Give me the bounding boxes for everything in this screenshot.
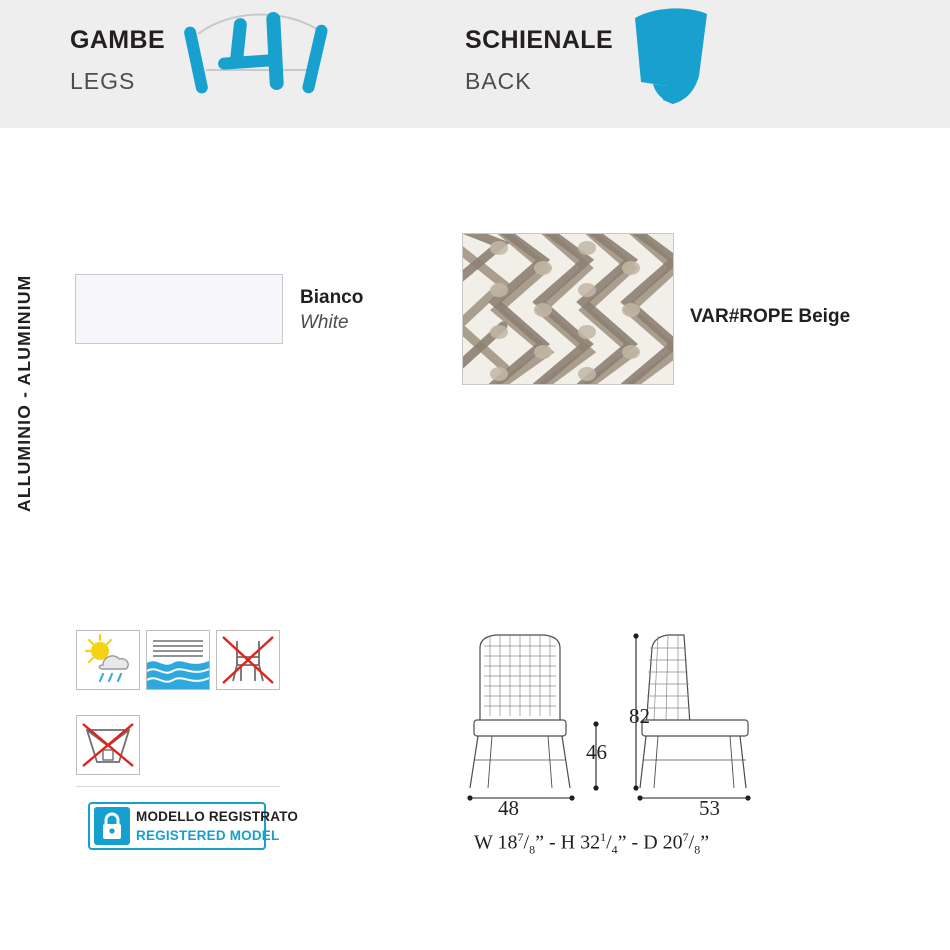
legs-title-it: GAMBE: [70, 26, 166, 54]
dimension-depth-value: 53: [699, 796, 720, 820]
imperial-d-prefix: D: [643, 831, 658, 854]
imperial-w-whole: 18: [497, 831, 518, 854]
chair-front-view: [470, 635, 570, 788]
registered-model-badge: [88, 802, 299, 850]
imperial-h-prefix: H: [560, 831, 576, 854]
imperial-w-quote: ”: [535, 831, 544, 854]
no-machine-wash-icon: [76, 715, 140, 775]
header-band: [0, 0, 950, 128]
no-stacking-icon: [216, 630, 280, 690]
dimension-seat-height-value: 46: [586, 740, 607, 764]
imperial-d-whole: 20: [662, 831, 683, 854]
legs-title-en: LEGS: [70, 68, 136, 94]
chair-legs-icon: [172, 4, 352, 121]
swatch-rope-beige: [462, 233, 674, 385]
chair-side-view: [640, 635, 748, 788]
imperial-d-quote: ”: [700, 831, 710, 854]
imperial-w-prefix: W: [474, 831, 493, 854]
imperial-w-den: 8: [529, 842, 536, 857]
imperial-d-den: 8: [694, 842, 701, 857]
back-title-it: SCHIENALE: [465, 26, 614, 54]
water-resistant-icon: [146, 630, 210, 690]
aluminium-section-label-text: ALLUMINIO - ALUMINIUM: [14, 274, 34, 512]
weather-resistant-icon: [76, 630, 140, 690]
pictogram-divider: [76, 786, 280, 787]
chair-back-icon: [615, 4, 735, 121]
lock-icon: [94, 807, 130, 845]
side-depth-dimension: [637, 795, 750, 800]
imperial-sep-1: -: [548, 831, 556, 854]
imperial-h-whole: 32: [580, 831, 601, 854]
finish-name-en: White: [300, 312, 349, 333]
imperial-h-quote: ”: [617, 831, 627, 854]
dimension-total-height-value: 82: [629, 704, 650, 728]
imperial-h-num: 1: [600, 830, 607, 844]
imperial-d-num: 7: [682, 830, 689, 844]
back-title-en: BACK: [465, 68, 532, 94]
swatch-aluminium-white: [75, 274, 283, 344]
imperial-dimensions: W $18^7/_8$” - H $32^1/_4$” - D $20^7/_8$”: [474, 830, 710, 857]
registered-model-line2: REGISTERED MODEL: [136, 828, 280, 843]
aluminium-section-label: [14, 0, 35, 512]
dimension-width-value: 48: [498, 796, 519, 820]
imperial-sep-2: -: [631, 831, 639, 854]
swatch-rope-beige-label: VAR#ROPE Beige: [690, 306, 851, 327]
finish-name-it: Bianco: [300, 287, 364, 308]
registered-model-line1: MODELLO REGISTRATO: [136, 809, 299, 824]
imperial-h-den: 4: [611, 842, 618, 857]
front-width-dimension: [467, 795, 574, 800]
imperial-w-num: 7: [517, 830, 524, 844]
